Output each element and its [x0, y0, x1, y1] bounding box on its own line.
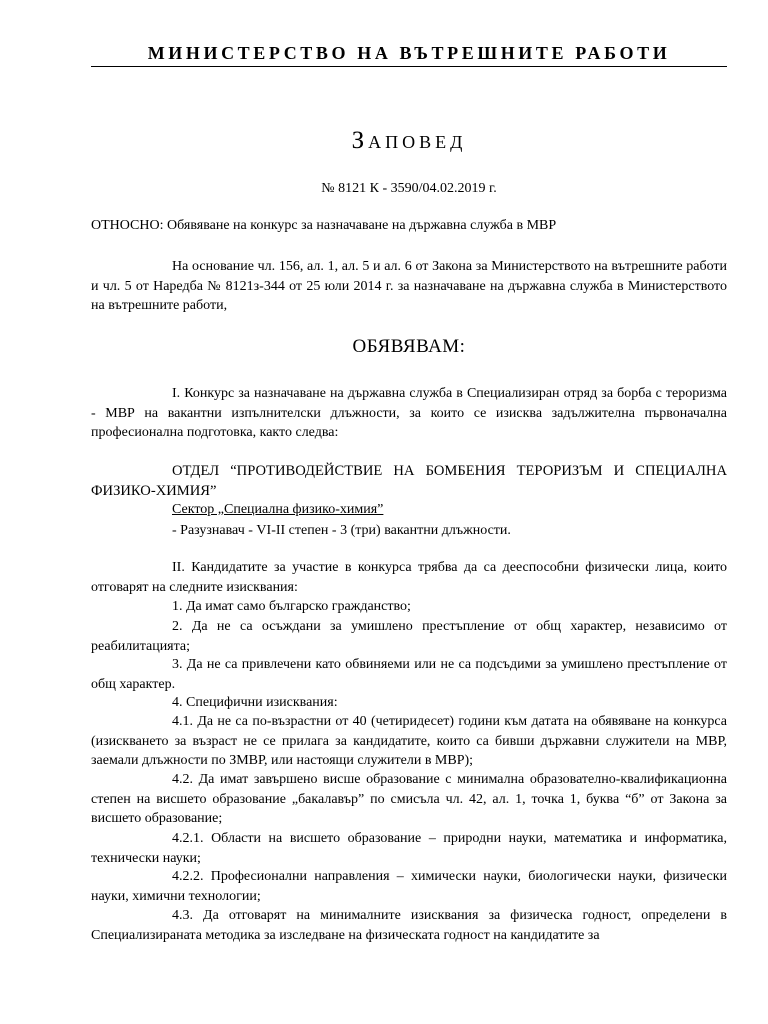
requirement-4: 4. Специфични изисквания: — [172, 695, 338, 710]
sector-heading: Сектор „Специална физико-химия” — [172, 502, 384, 517]
requirement-4-3: 4.3. Да отговарят на минималните изисквания за физическа годност, определени в Специализираната методика за изследване на физическата годност на кандидатите за — [91, 908, 727, 943]
position-line: - Разузнавач - VI-II степен - 3 (три) вакантни длъжности. — [172, 523, 511, 538]
section2-intro: II. Кандидатите за участие в конкурса трябва да са дееспособни физически лица, които отговарят на следните изисквания: — [91, 560, 727, 595]
requirement-4-2: 4.2. Да имат завършено висше образование с минимална образователно-квалификационна степен на висшето образование „бакалавър” по смисъла чл. 42, ал. 1, точка 1, буква “б” от Закона за висшето образование; — [91, 772, 727, 827]
department-heading: ОТДЕЛ “ПРОТИВОДЕЙСТВИЕ НА БОМБЕНИЯ ТЕРОРИЗЪМ И СПЕЦИАЛНА ФИЗИКО-ХИМИЯ” — [91, 463, 727, 499]
order-regarding: ОТНОСНО: Обявяване на конкурс за назначаване на държавна служба в МВР — [91, 218, 557, 233]
order-number: № 8121 К - 3590/04.02.2019 г. — [321, 181, 497, 196]
requirement-2: 2. Да не са осъждани за умишлено престъпление от общ характер, независимо от реабилитацията; — [91, 619, 727, 654]
requirement-3: 3. Да не са привлечени като обвиняеми или не са подсъдими за умишлено престъпление от общ характер. — [91, 657, 727, 692]
requirement-1: 1. Да имат само българско гражданство; — [172, 599, 411, 614]
ministry-header: МИНИСТЕРСТВО НА ВЪТРЕШНИТЕ РАБОТИ — [147, 43, 671, 63]
header-rule — [91, 66, 727, 67]
order-title: Заповед — [351, 127, 467, 154]
preamble-paragraph: На основание чл. 156, ал. 1, ал. 5 и ал. 6 от Закона за Министерството на вътрешните работи и чл. 5 от Наредба № 8121з-344 от 25 юли 2014 г. за назначаване на държавна служба в Министерството на вътрешните работи, — [91, 259, 727, 314]
requirement-4-2-2: 4.2.2. Професионални направления – химически науки, биологически науки, физически науки, химични технологии; — [91, 869, 727, 904]
requirement-4-2-1: 4.2.1. Области на висшето образование – природни науки, математика и информатика, технически науки; — [91, 831, 727, 866]
requirement-4-1: 4.1. Да не са по-възрастни от 40 (четиридесет) години към датата на обявяване на конкурса (изискването за възраст не се прилага за кандидатите, които са бивши държавни служители на МВР, заемали длъжности по ЗМВР, или настоящи служители в МВР); — [91, 714, 727, 769]
section1-paragraph: I. Конкурс за назначаване на държавна служба в Специализиран отряд за борба с тероризма - МВР на вакантни изпълнителски длъжности, за които се изисква задължителна първоначална професионална подготовка, както следва: — [91, 386, 727, 441]
announce-heading: ОБЯВЯВАМ: — [352, 336, 466, 357]
